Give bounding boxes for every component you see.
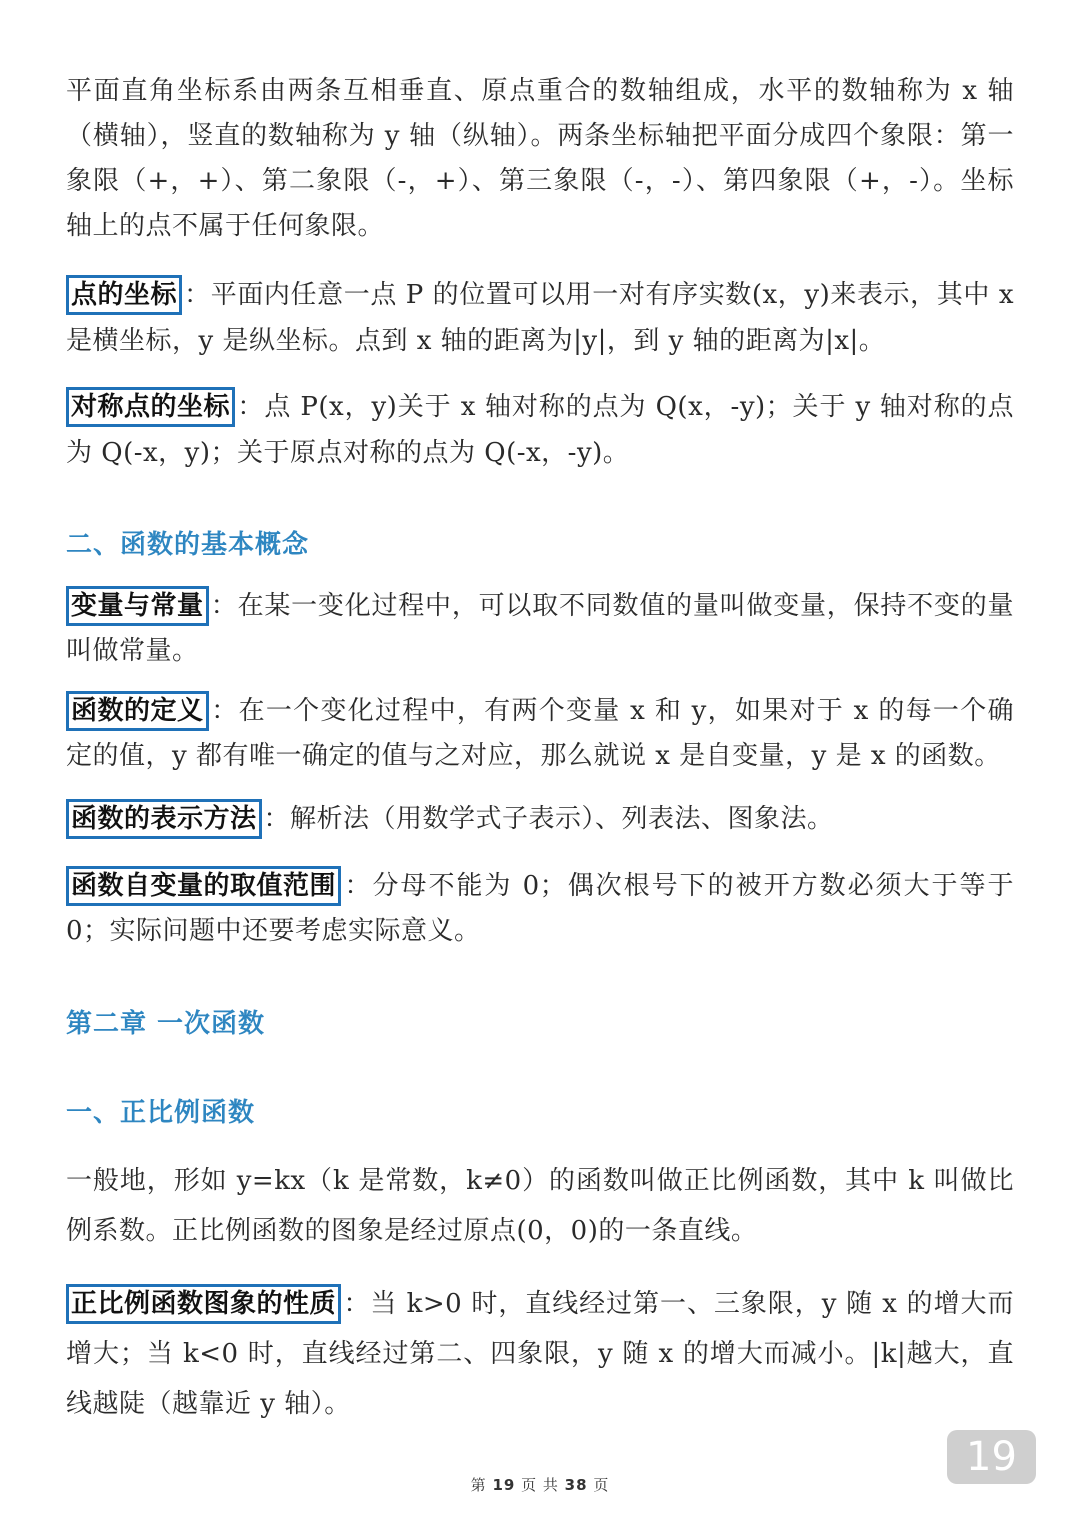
definition-text: ：解析法（用数学式子表示）、列表法、图象法。	[263, 804, 834, 834]
footer-suffix: 页	[593, 1476, 610, 1494]
paragraph-function-definition	[66, 689, 1014, 779]
term-variables-constants: 变量与常量	[66, 586, 209, 626]
paragraph-symmetric-points	[66, 384, 1014, 476]
paragraph-proportional-properties	[66, 1279, 1014, 1429]
footer-total-pages: 38	[564, 1476, 588, 1494]
term-point-coordinates: 点的坐标	[66, 275, 182, 315]
paragraph-point-coordinates	[66, 272, 1014, 364]
chapter-heading-linear-function: 第二章 一次函数	[66, 1009, 266, 1039]
term-function-definition: 函数的定义	[66, 691, 209, 731]
page-footer	[0, 1474, 1080, 1495]
definition-text: ：在一个变化过程中，有两个变量 x 和 y，如果对于 x 的每一个确定的值，y 都有唯一确定的值与之对应，那么就说 x 是自变量，y 是 x 的函数。	[66, 696, 1014, 771]
footer-middle: 页 共	[521, 1476, 559, 1494]
page-number-badge: 19	[947, 1430, 1036, 1484]
paragraph-variables-constants	[66, 584, 1014, 674]
definition-text: ：分母不能为 0；偶次根号下的被开方数必须大于等于 0；实际问题中还要考虑实际意义。	[66, 871, 1014, 946]
paragraph-domain	[66, 864, 1014, 954]
footer-current-page: 19	[492, 1476, 516, 1494]
section-heading-proportional-function: 一、正比例函数	[66, 1098, 256, 1128]
term-domain: 函数自变量的取值范围	[66, 866, 341, 906]
intro-paragraph: 平面直角坐标系由两条互相垂直、原点重合的数轴组成，水平的数轴称为 x 轴（横轴），竖直的数轴称为 y 轴（纵轴）。两条坐标轴把平面分成四个象限：第一象限（+，+）、第二象限（-，+）、第三象限（-，-）、第四象限（+，-）。坐标轴上的点不属于任何象限。	[66, 76, 1014, 241]
term-symmetric-points: 对称点的坐标	[66, 387, 235, 427]
term-function-representation: 函数的表示方法	[66, 799, 262, 839]
definition-text: ：点 P(x，y)关于 x 轴对称的点为 Q(x，-y)；关于 y 轴对称的点为 Q(-x，y)；关于原点对称的点为 Q(-x，-y)。	[66, 392, 1014, 468]
footer-prefix: 第	[470, 1476, 487, 1494]
definition-text: ：当 k>0 时，直线经过第一、三象限，y 随 x 的增大而增大；当 k<0 时，直线经过第二、四象限，y 随 x 的增大而减小。|k|越大，直线越陡（越靠近 y 轴）。	[66, 1289, 1014, 1419]
paragraph-function-representation	[66, 797, 1014, 842]
paragraph-proportional-intro: 一般地，形如 y=kx（k 是常数，k≠0）的函数叫做正比例函数，其中 k 叫做比例系数。正比例函数的图象是经过原点(0，0)的一条直线。	[66, 1166, 1014, 1246]
term-proportional-properties: 正比例函数图象的性质	[66, 1284, 341, 1324]
definition-text: ：在某一变化过程中，可以取不同数值的量叫做变量，保持不变的量叫做常量。	[66, 591, 1014, 666]
section-heading-function-basics: 二、函数的基本概念	[66, 530, 310, 560]
definition-text: ：平面内任意一点 P 的位置可以用一对有序实数(x，y)来表示，其中 x 是横坐标，y 是纵坐标。点到 x 轴的距离为|y|，到 y 轴的距离为|x|。	[66, 280, 1014, 356]
